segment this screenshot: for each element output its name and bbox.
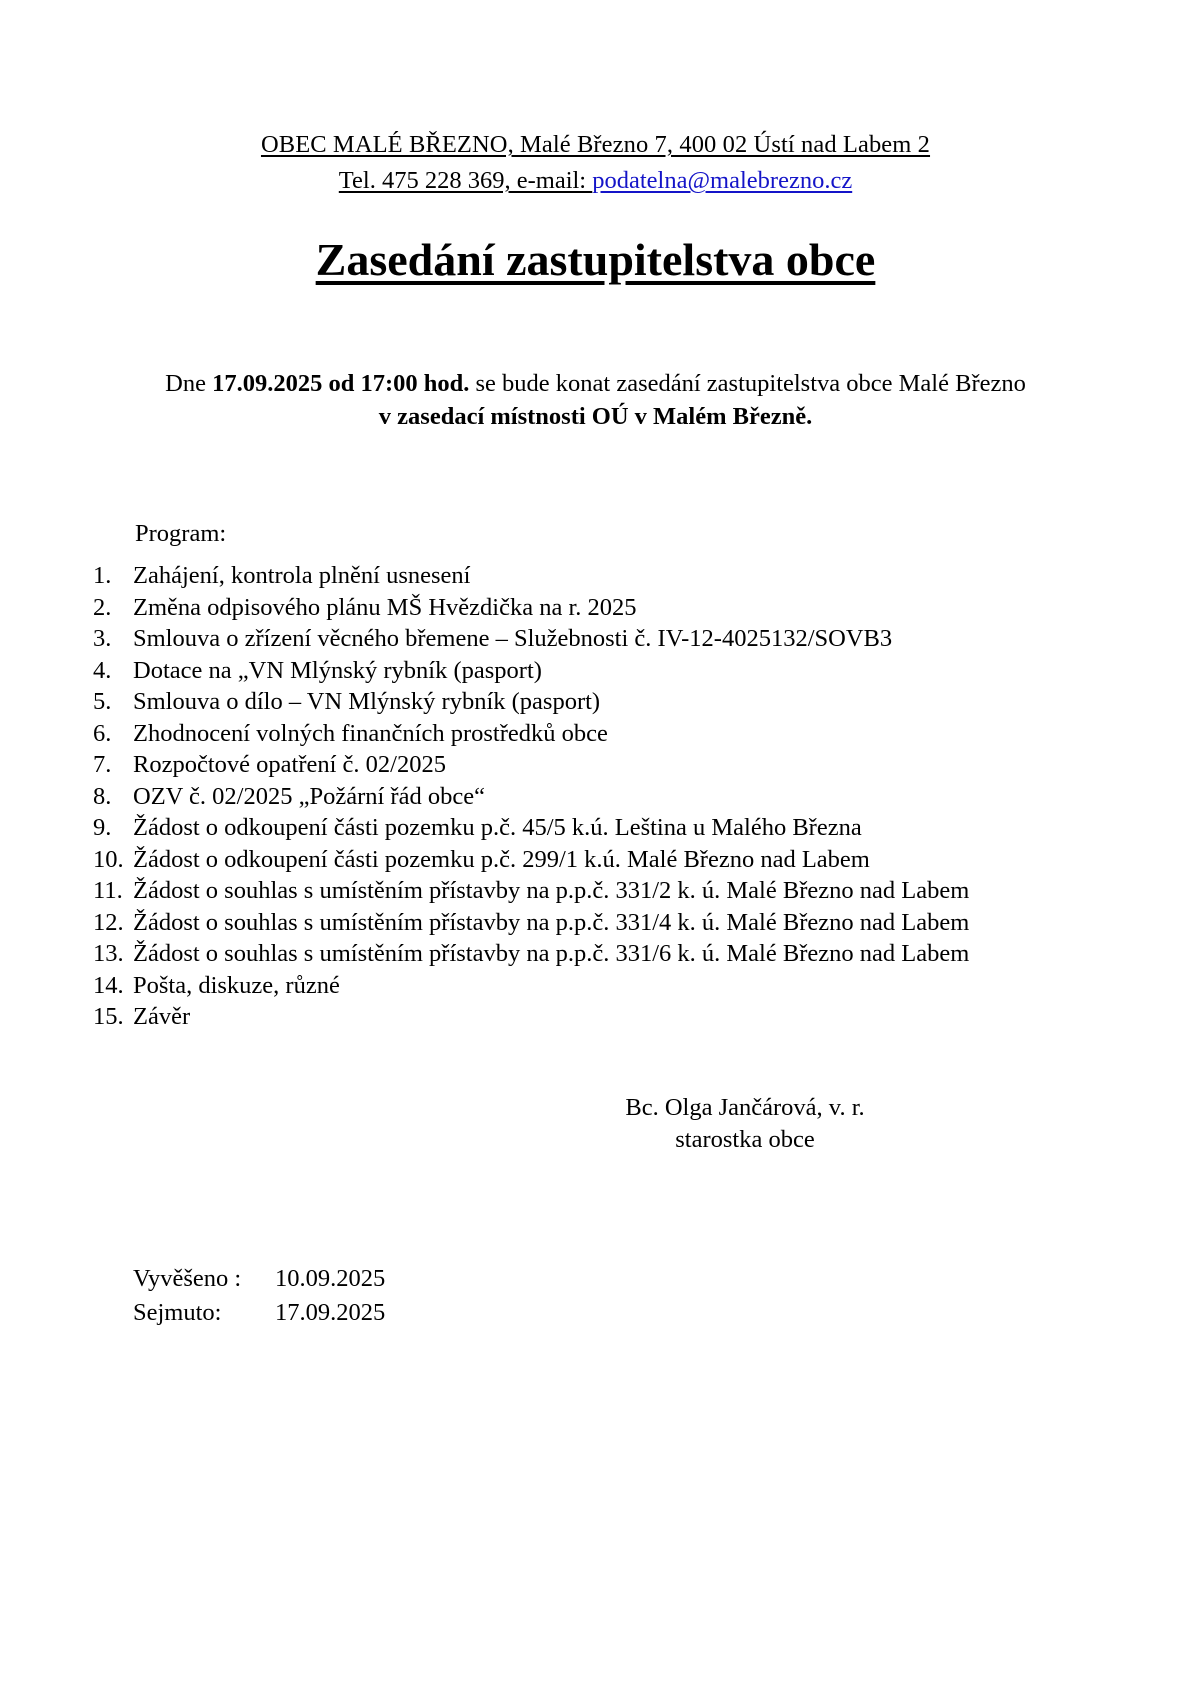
posted-row bbox=[133, 1262, 385, 1296]
email-link[interactable]: podatelna@malebrezno.cz bbox=[592, 167, 853, 194]
removed-date: 17.09.2025 bbox=[275, 1299, 386, 1326]
agenda-item-label: Žádost o odkoupení části pozemku p.č. 45/5 k.ú. Leština u Malého Března bbox=[133, 814, 862, 841]
agenda-item-label: Rozpočtové opatření č. 02/2025 bbox=[133, 751, 446, 778]
announcement-suffix: se bude konat zasedání zastupitelstva obce Malé Březno bbox=[469, 370, 1026, 397]
agenda-item bbox=[93, 844, 1103, 876]
agenda-item-label: Žádost o souhlas s umístěním přístavby na p.p.č. 331/2 k. ú. Malé Březno nad Labem bbox=[133, 877, 970, 904]
agenda-item bbox=[93, 781, 1103, 813]
agenda-item-number: 15. bbox=[93, 1003, 124, 1030]
agenda-item-label: Závěr bbox=[133, 1003, 191, 1030]
agenda-item-label: Smlouva o zřízení věcného břemene – Služebnosti č. IV-12-4025132/SOVB3 bbox=[133, 625, 893, 652]
posted-date: 10.09.2025 bbox=[275, 1265, 386, 1292]
agenda-item bbox=[93, 560, 1103, 592]
agenda-item bbox=[93, 749, 1103, 781]
agenda-item bbox=[93, 655, 1103, 687]
removed-row bbox=[133, 1296, 385, 1330]
agenda-item-number: 5. bbox=[93, 688, 112, 715]
agenda-item-number: 3. bbox=[93, 625, 112, 652]
agenda-item-label: Pošta, diskuze, různé bbox=[133, 971, 340, 999]
signature-block bbox=[480, 1092, 1010, 1156]
agenda-item-number: 11. bbox=[93, 877, 123, 904]
agenda-list bbox=[93, 560, 1103, 1033]
agenda-item bbox=[93, 970, 1103, 1002]
removed-label: Sejmuto: bbox=[133, 1299, 222, 1326]
agenda-item-label: Žádost o souhlas s umístěním přístavby na p.p.č. 331/6 k. ú. Malé Březno nad Labem bbox=[133, 940, 970, 967]
letterhead-organization-line bbox=[0, 128, 1191, 162]
agenda-item-number: 2. bbox=[93, 593, 112, 621]
agenda-item-number: 8. bbox=[93, 782, 112, 810]
agenda-item-number: 13. bbox=[93, 940, 124, 967]
agenda-item bbox=[93, 592, 1103, 624]
agenda-item-label: Žádost o odkoupení části pozemku p.č. 299/1 k.ú. Malé Březno nad Labem bbox=[133, 845, 870, 873]
agenda-item bbox=[93, 718, 1103, 750]
letterhead-contact-line bbox=[0, 164, 1191, 198]
page-title bbox=[0, 232, 1191, 288]
agenda-item-number: 4. bbox=[93, 656, 112, 684]
agenda-item-number: 9. bbox=[93, 814, 112, 841]
agenda-item-number: 7. bbox=[93, 751, 112, 778]
agenda-item-label: Zhodnocení volných finančních prostředků obce bbox=[133, 719, 608, 747]
agenda-item-number: 1. bbox=[93, 562, 112, 589]
posting-dates bbox=[133, 1262, 385, 1330]
announcement-prefix: Dne bbox=[165, 370, 213, 397]
agenda-item-number: 14. bbox=[93, 971, 124, 999]
signature-name: Bc. Olga Jančárová, v. r. bbox=[625, 1094, 865, 1121]
letterhead bbox=[0, 128, 1191, 198]
signature-role: starostka obce bbox=[675, 1126, 815, 1153]
agenda-item bbox=[93, 907, 1103, 939]
agenda-item bbox=[93, 938, 1103, 970]
meeting-announcement bbox=[0, 368, 1191, 433]
agenda-item bbox=[93, 686, 1103, 718]
agenda-item-label: Zahájení, kontrola plnění usnesení bbox=[133, 562, 471, 589]
letterhead-phone-text: Tel. 475 228 369, e-mail: bbox=[338, 167, 593, 194]
agenda-item bbox=[93, 812, 1103, 844]
agenda-item bbox=[93, 1001, 1103, 1033]
agenda-item bbox=[93, 623, 1103, 655]
letterhead-organization-text: OBEC MALÉ BŘEZNO, Malé Březno 7, 400 02 Ústí nad Labem 2 bbox=[260, 131, 931, 158]
posted-label: Vyvěšeno : bbox=[133, 1265, 242, 1292]
program-heading: Program: bbox=[135, 520, 227, 547]
announcement-location: v zasedací místnosti OÚ v Malém Březně. bbox=[378, 403, 813, 430]
agenda-item-number: 12. bbox=[93, 908, 124, 936]
agenda-item-label: Dotace na „VN Mlýnský rybník (pasport) bbox=[133, 656, 542, 684]
agenda-item-label: Změna odpisového plánu MŠ Hvězdička na r. 2025 bbox=[133, 593, 637, 621]
agenda-item-number: 10. bbox=[93, 845, 124, 873]
announcement-datetime: 17.09.2025 od 17:00 hod. bbox=[212, 370, 470, 397]
page-title-text: Zasedání zastupitelstva obce bbox=[315, 234, 876, 285]
agenda-item-label: OZV č. 02/2025 „Požární řád obce“ bbox=[133, 782, 485, 810]
agenda-item-label: Žádost o souhlas s umístěním přístavby na p.p.č. 331/4 k. ú. Malé Březno nad Labem bbox=[133, 908, 970, 936]
agenda-item bbox=[93, 875, 1103, 907]
agenda-item-label: Smlouva o dílo – VN Mlýnský rybník (pasport) bbox=[133, 688, 601, 715]
agenda-item-number: 6. bbox=[93, 719, 112, 747]
